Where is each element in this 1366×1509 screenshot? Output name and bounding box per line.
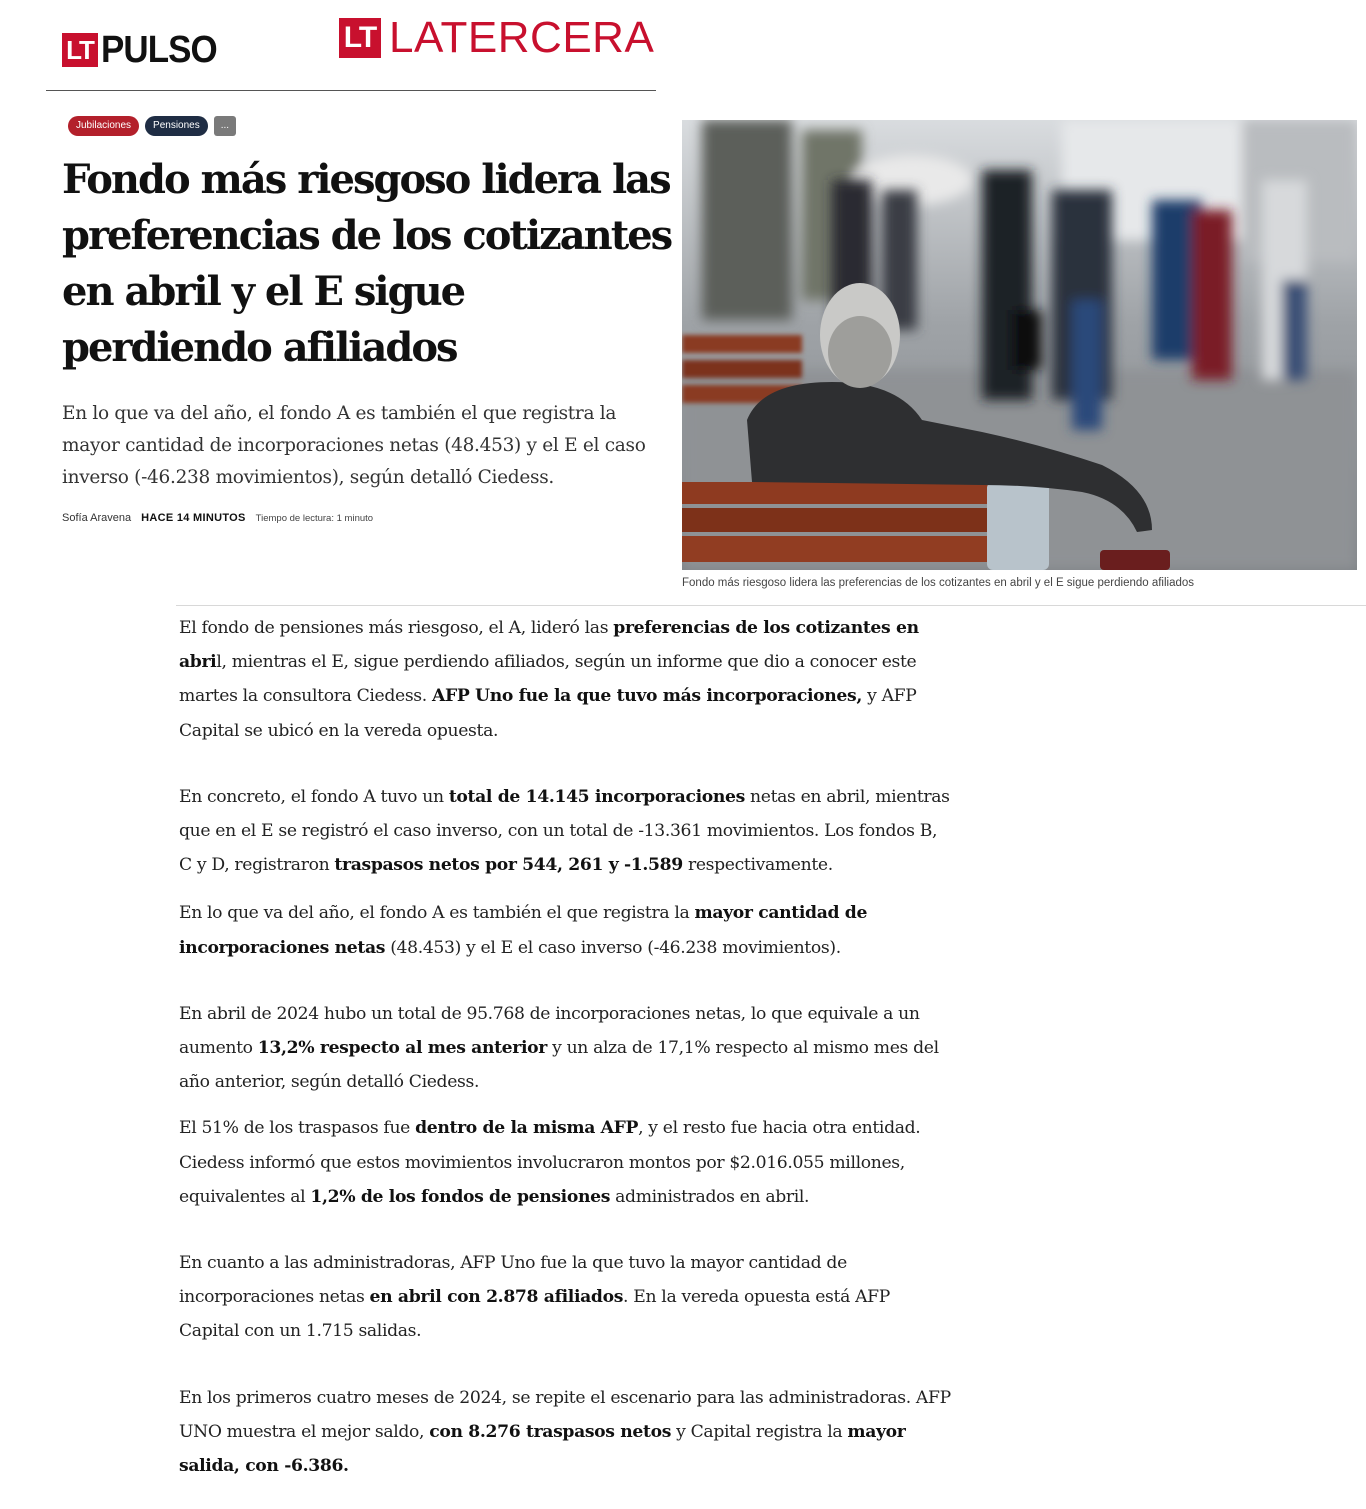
body-text: y un alza de 17,1% respecto al mismo mes del año anterior, según detalló Ciedess. bbox=[179, 1038, 939, 1093]
body-text: En los primeros cuatro meses de 2024, se repite el escenario para las administradoras. AFP UNO muestra el mejor saldo, bbox=[179, 1387, 951, 1442]
body-paragraph-3 bbox=[179, 896, 954, 964]
body-text: (48.453) y el E el caso inverso (-46.238 movimientos). bbox=[385, 937, 841, 958]
body-text: En concreto, el fondo A tuvo un bbox=[179, 786, 449, 807]
photo-caption: Fondo más riesgoso lidera las preferencias de los cotizantes en abril y el E sigue perdiendo afiliados bbox=[682, 577, 1195, 589]
body-text: respectivamente. bbox=[682, 855, 833, 876]
tag-more-button[interactable]: ... bbox=[214, 116, 236, 136]
body-bold: traspasos netos por 544, 261 y -1.589 bbox=[334, 855, 683, 876]
reading-time: Tiempo de lectura: 1 minuto bbox=[255, 513, 374, 524]
body-bold: con 8.276 traspasos netos bbox=[429, 1421, 672, 1442]
body-text: En abril de 2024 hubo un total de 95.768 de incorporaciones netas, lo que equivale a un aumento bbox=[179, 1003, 920, 1059]
body-paragraph-2 bbox=[179, 780, 954, 883]
body-text: y Capital registra la bbox=[671, 1421, 848, 1442]
body-text: En cuanto a las administradoras, AFP Uno fue la que tuvo la mayor cantidad de incorporaciones netas bbox=[179, 1253, 847, 1308]
topic-tags bbox=[68, 116, 236, 136]
body-text: El 51% de los traspasos fue bbox=[179, 1118, 416, 1139]
body-text: , y el resto fue hacia otra entidad. Ciedess informó que estos movimientos involucraron montos por $2.016.055 millones, equivalentes al bbox=[179, 1118, 921, 1207]
article-body bbox=[179, 611, 954, 1483]
body-text: y AFP Capital se ubicó en la vereda opuesta. bbox=[179, 686, 917, 741]
pulso-logo-word: PULSO bbox=[101, 29, 217, 71]
latercera-logo[interactable] bbox=[339, 13, 655, 62]
body-bold: total de 14.145 incorporaciones bbox=[448, 786, 745, 807]
photo-illustration bbox=[682, 120, 1357, 570]
body-paragraph-1 bbox=[179, 611, 954, 748]
article-photo bbox=[682, 120, 1357, 570]
article-lead: En lo que va del año, el fondo A es también el que registra la mayor cantidad de incorporaciones netas (48.453) y el E el caso inverso (-46.238 movimientos), según detalló Ciedess. bbox=[62, 403, 646, 488]
article-headline: Fondo más riesgoso lidera las preferencias de los cotizantes en abril y el E sigue perdiendo afiliados bbox=[62, 156, 672, 371]
body-bold: dentro de la misma AFP bbox=[415, 1118, 639, 1139]
latercera-logo-box: LT bbox=[339, 18, 381, 58]
body-bold: 13,2% respecto al mes anterior bbox=[257, 1038, 547, 1059]
latercera-logo-word: LATERCERA bbox=[389, 13, 655, 62]
tag-pensiones[interactable]: Pensiones bbox=[145, 116, 208, 136]
pulso-logo[interactable] bbox=[62, 29, 227, 71]
byline bbox=[62, 512, 373, 524]
body-text: En lo que va del año, el fondo A es también el que registra la bbox=[179, 903, 695, 924]
body-paragraph-6 bbox=[179, 1246, 954, 1349]
body-bold: mayor cantidad de incorporaciones netas bbox=[179, 903, 868, 958]
body-bold: preferencias de los cotizantes en abri bbox=[179, 618, 919, 673]
body-paragraph-7 bbox=[179, 1381, 954, 1484]
brand-header bbox=[46, 0, 656, 91]
body-bold: en abril con 2.878 afiliados bbox=[369, 1287, 624, 1308]
pulso-logo-box: LT bbox=[62, 33, 98, 67]
body-paragraph-4 bbox=[179, 997, 954, 1100]
author-link[interactable]: Sofía Aravena bbox=[62, 512, 132, 524]
body-paragraph-5 bbox=[179, 1111, 954, 1214]
publish-time: HACE 14 MINUTOS bbox=[141, 512, 246, 524]
body-bold: 1,2% de los fondos de pensiones bbox=[310, 1186, 611, 1207]
body-text: administrados en abril. bbox=[610, 1186, 810, 1207]
caption-divider bbox=[176, 605, 1366, 606]
body-text: . En la vereda opuesta está AFP Capital con un 1.715 salidas. bbox=[179, 1287, 890, 1342]
body-bold: mayor salida, con -6.386. bbox=[179, 1421, 906, 1477]
body-text: netas en abril, mientras que en el E se registró el caso inverso, con un total de -13.361 movimientos. Los fondos B, C y D, registraron bbox=[179, 786, 950, 876]
body-text: l, mientras el E, sigue perdiendo afiliados, según un informe que dio a conocer este martes la consultora Ciedess. bbox=[179, 652, 917, 707]
body-bold: AFP Uno fue la que tuvo más incorporaciones, bbox=[432, 686, 862, 707]
body-text: El fondo de pensiones más riesgoso, el A, lideró las bbox=[179, 618, 614, 638]
tag-jubilaciones[interactable]: Jubilaciones bbox=[68, 116, 139, 136]
